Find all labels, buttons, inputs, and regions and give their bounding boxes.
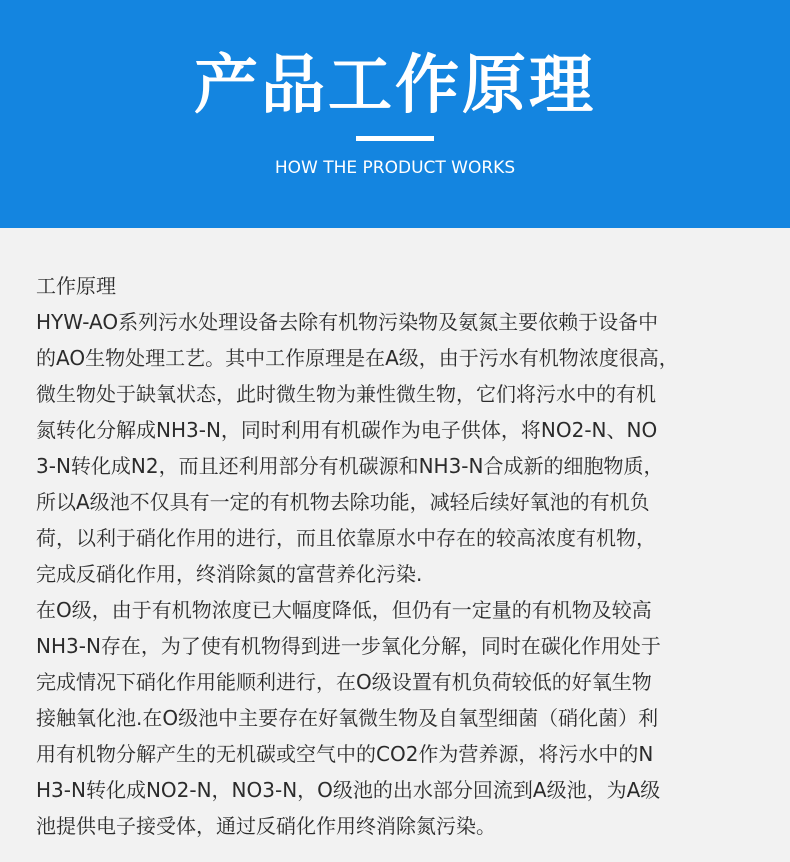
paragraph-line: H3-N转化成NO2-N，NO3-N，O级池的出水部分回流到A级池，为A级 <box>36 778 661 802</box>
paragraph-line: 微生物处于缺氧状态，此时微生物为兼性微生物，它们将污水中的有机 <box>36 382 656 406</box>
page-title: 产品工作原理 <box>194 49 596 123</box>
paragraph-line: HYW-AO系列污水处理设备去除有机物污染物及氨氮主要依赖于设备中 <box>36 310 659 334</box>
paragraph-line: 荷，以利于硝化作用的进行，而且依靠原水中存在的较高浓度有机物， <box>36 526 656 550</box>
page-subtitle: HOW THE PRODUCT WORKS <box>274 158 516 178</box>
title-underline <box>356 136 434 141</box>
paragraph-line: 在O级，由于有机物浓度已大幅度降低，但仍有一定量的有机物及较高 <box>36 598 652 622</box>
principle-text <box>36 268 766 844</box>
paragraph-line: 用有机物分解产生的无机碳或空气中的CO2作为营养源，将污水中的N <box>36 742 654 766</box>
paragraph-line: 接触氧化池.在O级池中主要存在好氧微生物及自氧型细菌（硝化菌）利 <box>36 706 659 730</box>
paragraph-line: 池提供电子接受体，通过反硝化作用终消除氮污染。 <box>36 814 496 838</box>
section-heading: 工作原理 <box>36 274 116 298</box>
paragraph-line: 所以A级池不仅具有一定的有机物去除功能，减轻后续好氧池的有机负 <box>36 490 650 514</box>
paragraph-line: 完成反硝化作用，终消除氮的富营养化污染. <box>36 562 423 586</box>
paragraph-line: 完成情况下硝化作用能顺利进行，在O级设置有机负荷较低的好氧生物 <box>36 670 652 694</box>
paragraph-line: 氮转化分解成NH3-N，同时利用有机碳作为电子供体，将NO2-N、NO <box>36 418 658 442</box>
paragraph-line: 的AO生物处理工艺。其中工作原理是在A级，由于污水有机物浓度很高， <box>36 346 679 370</box>
paragraph-line: NH3-N存在，为了使有机物得到进一步氧化分解，同时在碳化作用处于 <box>36 634 661 658</box>
header-banner <box>0 0 790 228</box>
paragraph-line: 3-N转化成N2，而且还利用部分有机碳源和NH3-N合成新的细胞物质， <box>36 454 664 478</box>
